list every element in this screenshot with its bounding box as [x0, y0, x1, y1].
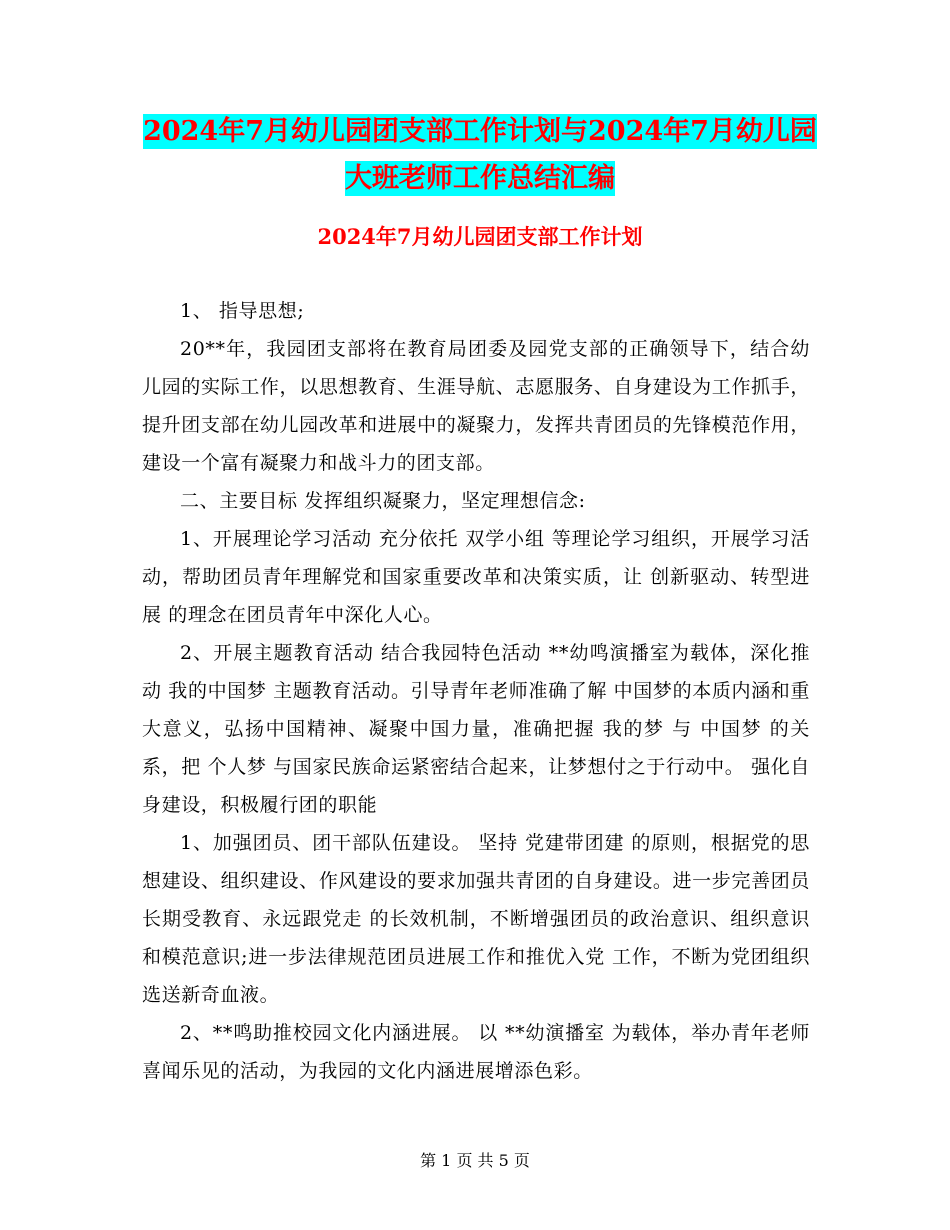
paragraph: 2、开展主题教育活动 结合我园特色活动 **幼鸣演播室为载体，深化推动 我的中国梦 主题教育活动。引导青年老师准确了解 中国梦的本质内涵和重大意义，弘扬中国精神、凝聚中国力量，准确把握 我的梦 与 中国梦 的关系，把 个人梦 与国家民族命运紧密结合起来，让梦想付之于行动中。 强化自身建设，积极履行团的职能	[142, 642, 810, 816]
page-footer: 第 1 页 共 5 页	[420, 1151, 530, 1170]
document-title-text: 2024年7月幼儿园团支部工作计划与2024年7月幼儿园大班老师工作总结汇编	[143, 116, 817, 194]
paragraph: 20**年，我园团支部将在教育局团委及园党支部的正确领导下，结合幼儿园的实际工作，以思想教育、生涯导航、志愿服务、自身建设为工作抓手，提升团支部在幼儿园改革和进展中的凝聚力，发挥共青团员的先锋模范作用，建设一个富有凝聚力和战斗力的团支部。	[142, 338, 810, 474]
paragraph: 1、 指导思想;	[180, 300, 305, 322]
paragraph: 1、开展理论学习活动 充分依托 双学小组 等理论学习组织，开展学习活动，帮助团员青年理解党和国家重要改革和决策实质，让 创新驱动、转型进展 的理念在团员青年中深化人心。	[142, 528, 810, 626]
section-title: 2024年7月幼儿园团支部工作计划	[317, 224, 643, 249]
document-title	[140, 108, 820, 202]
document-body	[142, 292, 810, 1090]
paragraph: 二、主要目标 发挥组织凝聚力，坚定理想信念:	[180, 490, 586, 512]
paragraph: 1、加强团员、团干部队伍建设。 坚持 党建带团建 的原则，根据党的思想建设、组织建设、作风建设的要求加强共青团的自身建设。进一步完善团员 长期受教育、永远跟党走 的长效机制，不断增强团员的政治意识、组织意识和模范意识;进一步法律规范团员进展工作和推优入党 工作，不断为党团组织选送新奇血液。	[142, 832, 810, 1006]
paragraph: 2、**鸣助推校园文化内涵进展。 以 **幼演播室 为载体，举办青年老师喜闻乐见的活动，为我园的文化内涵进展增添色彩。	[142, 1022, 810, 1082]
